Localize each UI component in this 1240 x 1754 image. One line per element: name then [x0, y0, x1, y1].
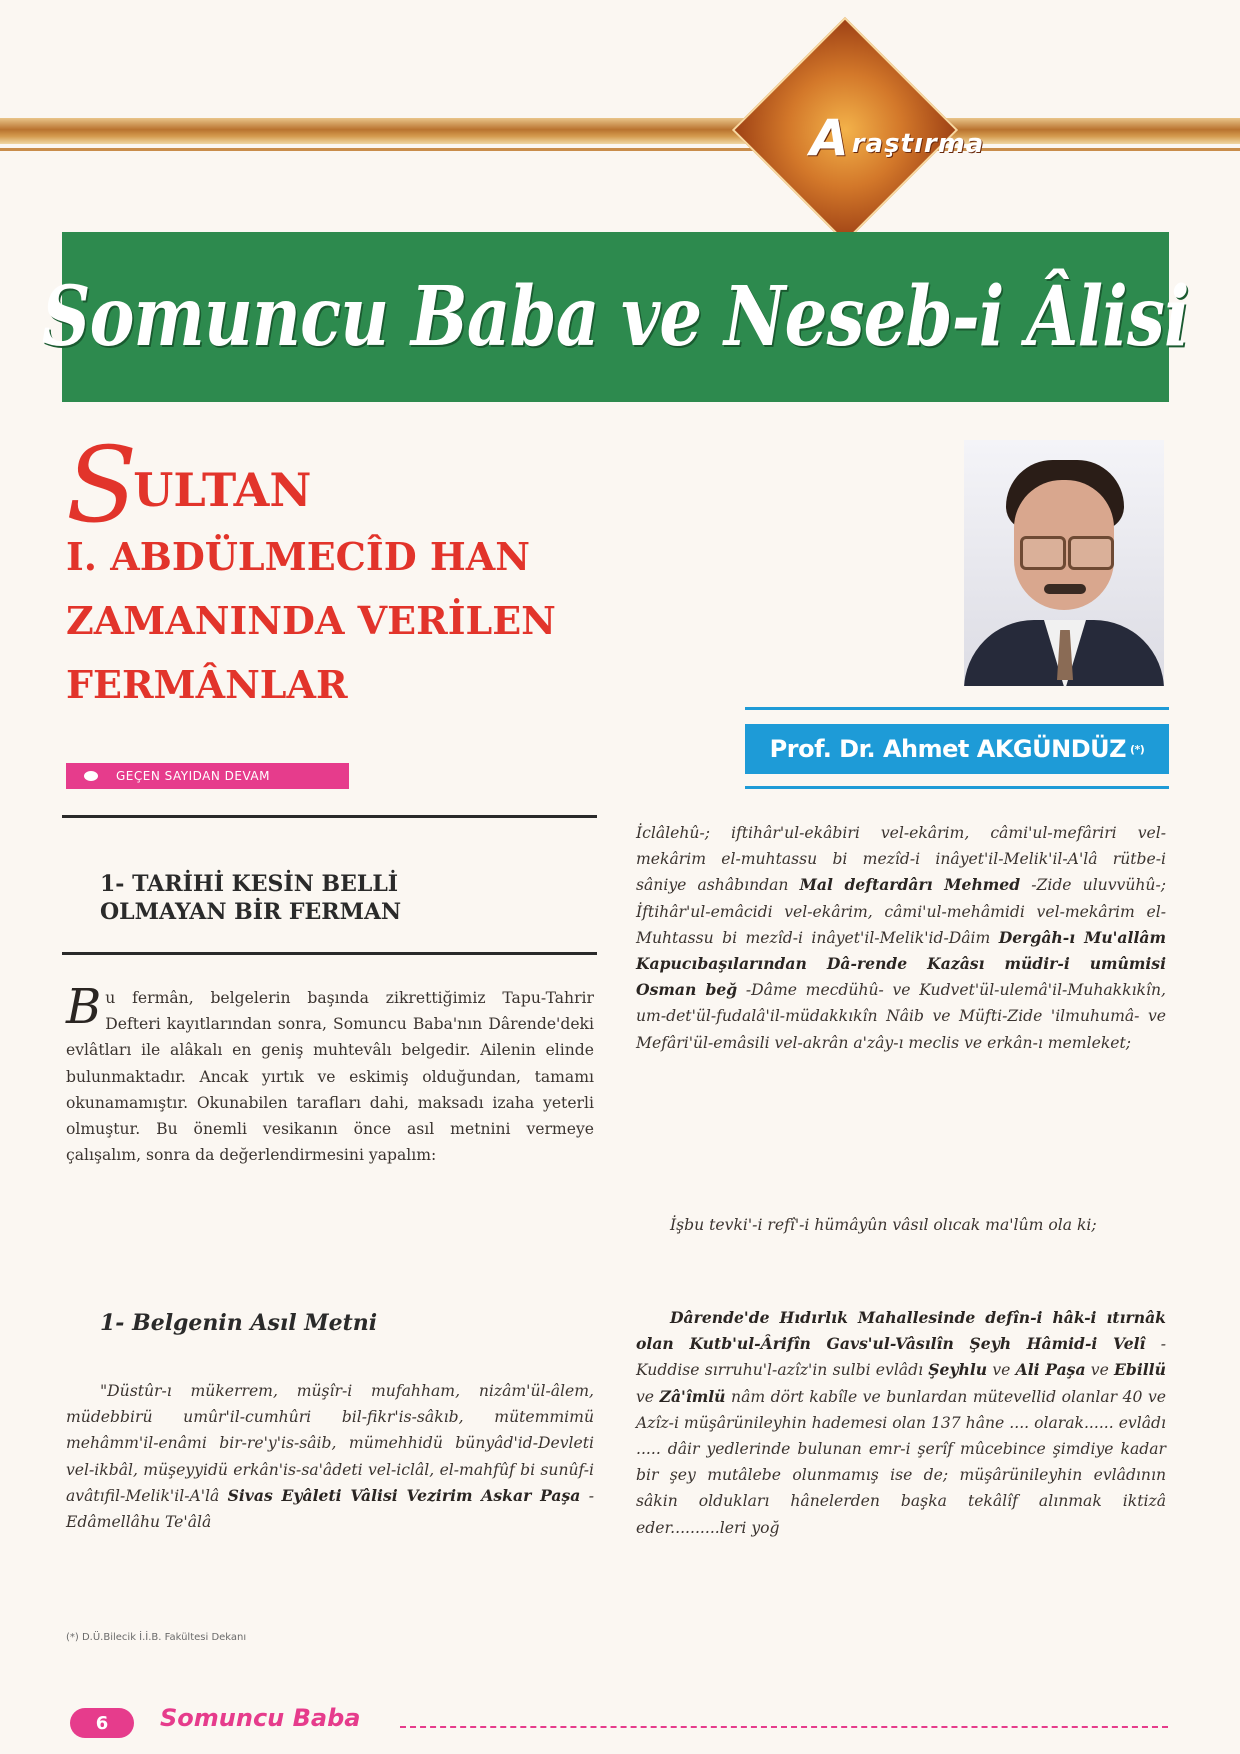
section-tag [810, 109, 1060, 167]
headline-line-3: ZAMANINDA VERİLEN [66, 598, 556, 643]
section-heading-line-1: 1- TARİHİ KESİN BELLİ [100, 871, 399, 897]
section-tag-initial: A [810, 109, 850, 167]
footnote: (*) D.Ü.Bilecik İ.İ.B. Fakültesi Dekanı [66, 1632, 247, 1643]
headline-line-4: FERMÂNLAR [66, 662, 348, 707]
section-heading-line-2: OLMAYAN BİR FERMAN [100, 899, 402, 925]
author-photo [964, 440, 1164, 686]
article-headline [66, 424, 626, 717]
divider-bottom [62, 952, 597, 955]
right-paragraph-1: İclâlehû-; iftihâr'ul-ekâbiri vel-ekârim, câmi'ul-mefâriri vel-mekârim el-muhtassu bi mezîd-i inâyet'il-Melik'il-A'lâ rütbe-i sâniye ashâbından Mal deftardârı Mehmed -Zide uluvvühû-; İftihâr'ul-emâcidi vel-ekârim, câmi'ul-mehâmidi vel-mekârim el-Muhtassu bi mezîd-i inâyet'il-Melik'id-Dâim Dergâh-ı Mu'allâm Kapucıbaşılarından Dâ-rende Kazâsı müdir-i umûmisi Osman beğ -Dâme mecdühû- ve Kudvet'ül-ulemâ'il-Muhakkıkîn, um-det'ül-fudalâ'il-müdakkıkîn Nâib ve Müfti-Zide 'ilmuhumâ- ve Mefâri'ül-emâsili vel-akrân a'zây-ı meclis ve erkân-ı memleket; [636, 824, 1166, 1052]
quote-paragraph: "Düstûr-ı mükerrem, müşîr-i mufahham, nizâm'ül-âlem, müdebbirü umûr'il-cumhûri bil-fikr'is-sâkıb, mütemmimü mehâmm'il-enâmi bir-re'y'is-sâib, mümehhidü bünyâd'id-Devleti vel-ikbâl, müşeyyidü erkân'is-sa'âdeti vel-iclâl, el-mahfûf bi sunûf-i avâtıfil-Melik'il-A'lâ Sivas Eyâleti Vâlisi Vezirim Askar Paşa -Edâmellâhu Te'âlâ [66, 1382, 594, 1532]
drop-cap: B [66, 979, 102, 1035]
author-box [745, 707, 1169, 789]
intro-paragraph [66, 979, 594, 1168]
eye-icon [84, 771, 98, 781]
magazine-name: Somuncu Baba [160, 1704, 361, 1732]
headline-first-rest: ULTAN [133, 463, 312, 517]
author-bar [745, 724, 1169, 774]
divider-top [62, 815, 597, 818]
section-tag-rest: raştırma [851, 129, 985, 159]
footer-rule [400, 1726, 1168, 1728]
continued-label: GEÇEN SAYIDAN DEVAM [116, 769, 270, 783]
author-name: Prof. Dr. Ahmet AKGÜNDÜZ [769, 735, 1127, 763]
title-band [42, 232, 1189, 402]
page-title: Somuncu Baba ve Neseb-i Âlisi [42, 269, 1189, 365]
right-paragraph-3: Dârende'de Hıdırlık Mahallesinde defîn-i hâk-i ıtırnâk olan Kutb'ul-Ârifîn Gavs'ul-Vâsılîn Şeyh Hâmid-i Velî -Kuddise sırruhu'l-azîz'in sulbi evlâdı Şeyhlu ve Ali Paşa ve Ebillü ve Zâ'îmlü nâm dört kabîle ve bunlardan mütevellid olanlar 40 ve Azîz-i müşârünileyhin hademesi olan 137 hâne .... olarak...... evlâdı ..... dâir yedlerinde bulunan emr-i şerîf mûcebince şimdiye kadar bir şey mutâlebe olunmamış ise de; müşârünileyhin evlâdının sâkin oldukları hânelerden başka tekâlîf alınmak iktizâ eder..........leri yoğ [636, 1308, 1166, 1537]
right-paragraph-2: İşbu tevki'-i refî'-i hümâyûn vâsıl olıcak ma'lûm ola ki; [670, 1216, 1097, 1234]
intro-text: u fermân, belgelerin başında zikrettiğimiz Tapu-Tahrir Defteri kayıtlarından sonra, Somuncu Baba'nın Dârende'deki evlâtları ile alâkalı en geniş muhtevâlı belgedir. Ailenin elinde bulunmaktadır. Ancak yırtık ve eskimiş olduğundan, tamamı okunamamıştır. Okunabilen tarafları dahi, maksadı izaha yeterli olmuştur. Bu önemli vesikanın önce asıl metnini vermeye çalışalım, sonra da değerlendirmesini yapalım: [66, 989, 594, 1165]
author-footnote-mark: (*) [1130, 742, 1145, 756]
continued-badge [66, 763, 349, 789]
sub-heading: 1- Belgenin Asıl Metni [100, 1310, 378, 1336]
headline-line-1 [66, 424, 626, 546]
section-heading [100, 870, 570, 926]
headline-line-2: I. ABDÜLMECÎD HAN [66, 534, 530, 579]
headline-initial: S [66, 424, 138, 546]
page-number: 6 [70, 1708, 134, 1738]
